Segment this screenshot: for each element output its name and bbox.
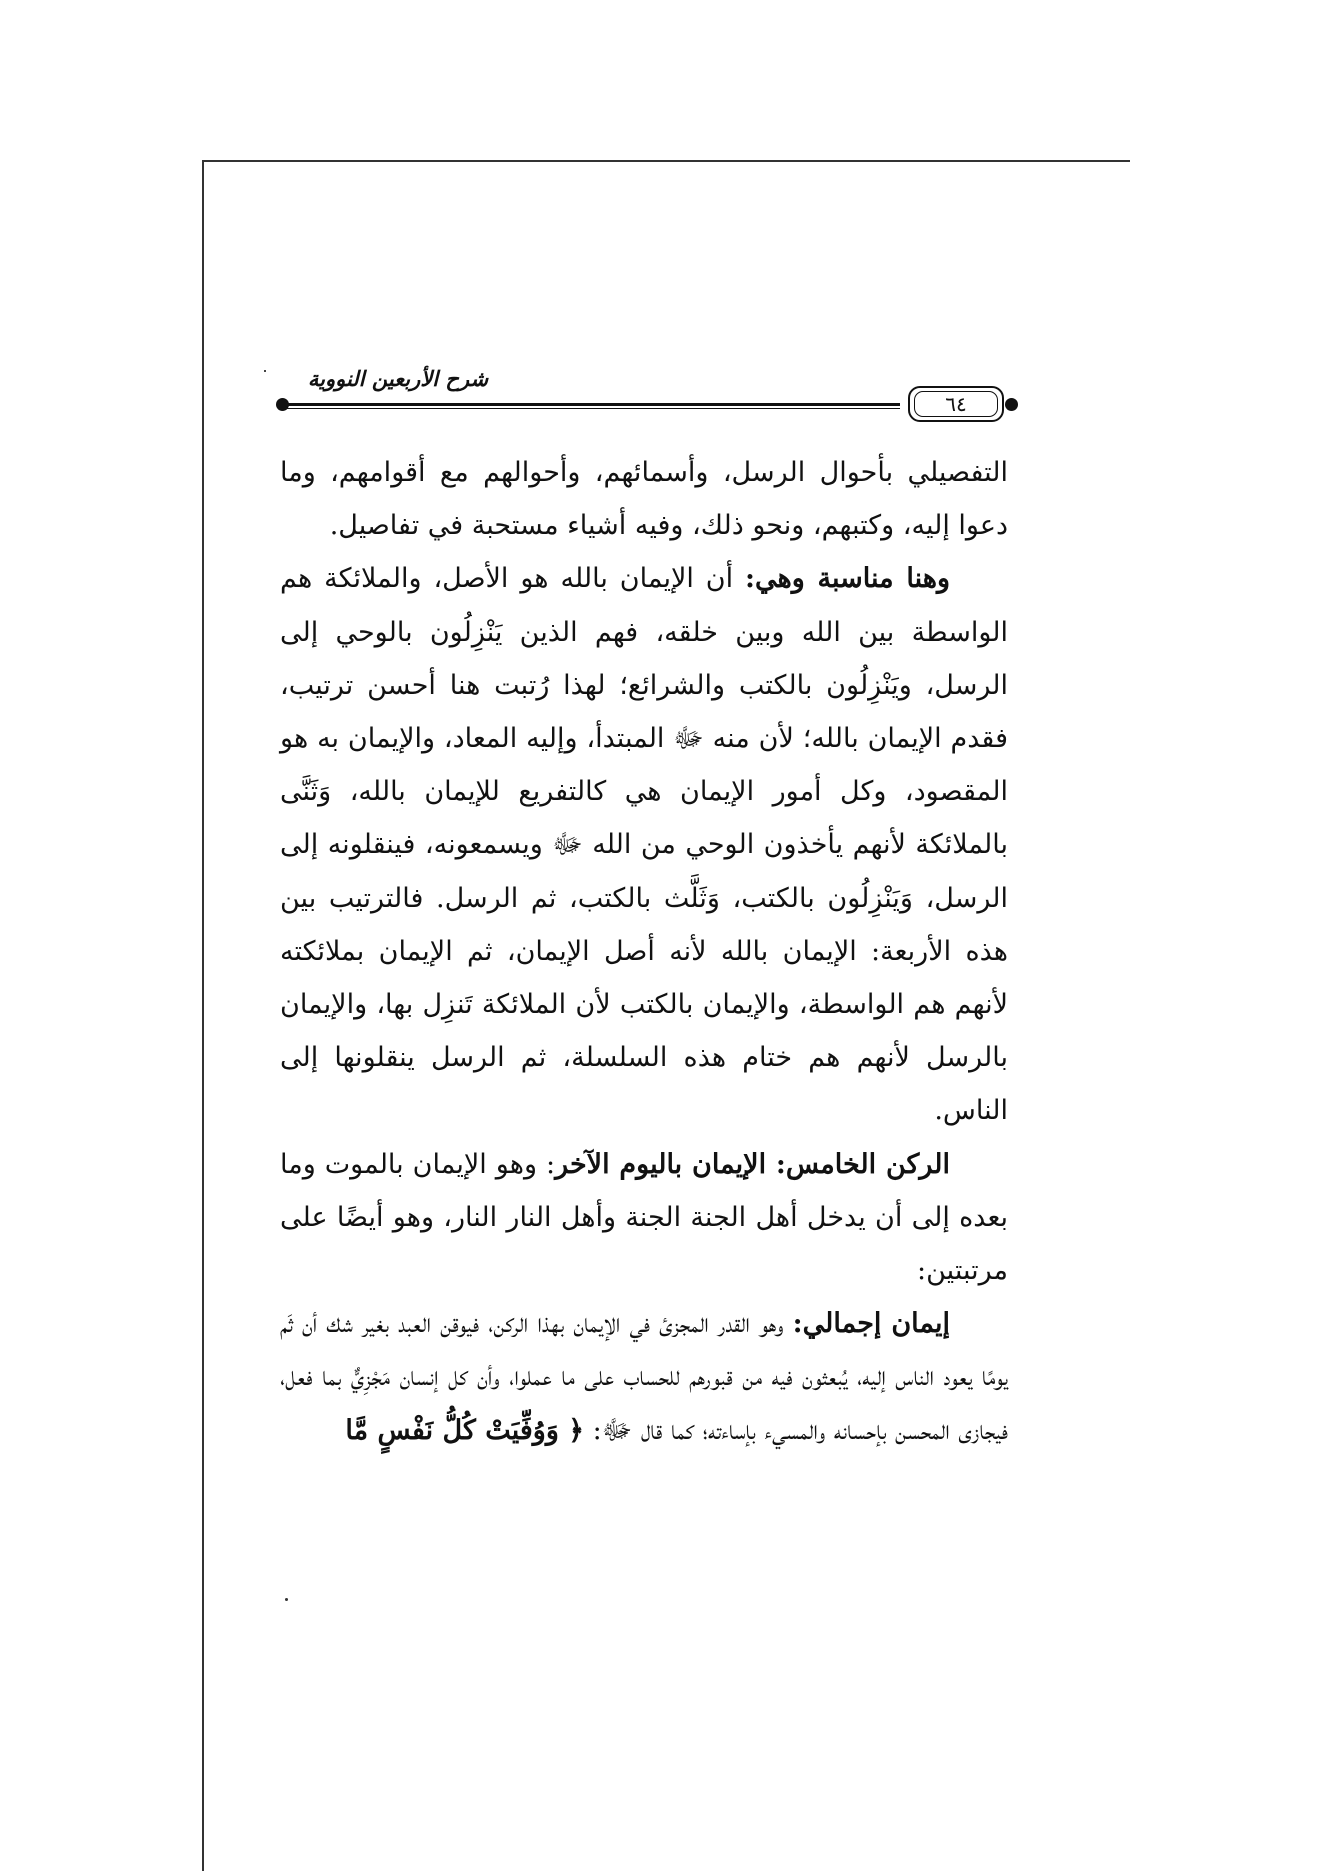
page-number-box — [908, 386, 1004, 422]
paragraph-order-rationale — [280, 552, 1008, 1137]
paragraph-lead: وهنا مناسبة وهي: — [745, 563, 951, 595]
paragraph-text: أن الإيمان بالله هو الأصل، والملائكة هم الواسطة بين الله وبين خلقه، فهم الذين يَنْزِلُون بالوحي إلى الرسل، ويَنْزِلُون بالكتب والشرائع؛ لهذا رُتبت هنا أحسن ترتيب، فقدم الإيمان بالله؛ لأن منه ﷻ المبتدأ، وإليه المعاد، والإيمان به هو المقصود، وكل أمور الإيمان هي كالتفريع للإيمان بالله، وَثَنَّى بالملائكة لأنهم يأخذون الوحي من الله ﷻ ويسمعونه، فينقلونه إلى الرسل، وَيَنْزِلُون بالكتب، وَثَلَّث بالكتب، ثم الرسل. فالترتيب بين هذه الأربعة: الإيمان بالله لأنه أصل الإيمان، ثم الإيمان بملائكته لأنهم هم الواسطة، والإيمان بالكتب لأن الملائكة تَنزِل بها، والإيمان بالرسل لأنهم هم ختام هذه السلسلة، ثم الرسل ينقلونها إلى الناس. — [280, 563, 1008, 1127]
page-frame-top — [202, 160, 1130, 162]
print-speck — [285, 1598, 288, 1601]
page-number: ٦٤ — [945, 392, 967, 416]
page-frame-left — [202, 160, 204, 1871]
paragraph-text: وهو القدر المجزئ في الإيمان بهذا الركن، فيوقن العبد بغير شك أن ثَم يومًا يعود الناس إليه، يُبعثون فيه من قبورهم للحساب على ما عملوا، وأن كل إنسان مَجْزِيٌّ بما فعل، فيجازى المحسن بإحسانه والمسيء بإساءته؛ كما قال ﷻ: — [280, 1308, 1008, 1446]
paragraph-general-belief — [280, 1297, 1008, 1457]
paragraph-lead: الركن الخامس: الإيمان باليوم الآخر — [555, 1148, 950, 1180]
page-header — [276, 360, 1018, 430]
body-text — [280, 446, 1008, 1457]
print-mark — [264, 370, 266, 372]
rule-end-dot-right — [1005, 398, 1018, 411]
paragraph-fifth-pillar — [280, 1138, 1008, 1298]
paragraph-lead: إيمان إجمالي: — [792, 1308, 950, 1340]
quran-quote: ﴿ وَوُفِّيَتْ كُلُّ نَفْسٍ مَّا — [345, 1414, 585, 1446]
header-rule — [282, 403, 900, 406]
paragraph-text: التفصيلي بأحوال الرسل، وأسمائهم، وأحوالهم مع أقوامهم، وما دعوا إليه، وكتبهم، ونحو ذلك، وفيه أشياء مستحبة في تفاصيل. — [280, 457, 1008, 542]
running-title: شرح الأربعين النووية — [307, 366, 489, 391]
paragraph-text: : وهو الإيمان بالموت وما بعده إلى أن يدخل أهل الجنة الجنة وأهل النار النار، وهو أيضًا على مرتبتين: — [280, 1148, 1008, 1287]
rule-end-dot-left — [276, 398, 289, 411]
paragraph-continuation — [280, 446, 1008, 552]
